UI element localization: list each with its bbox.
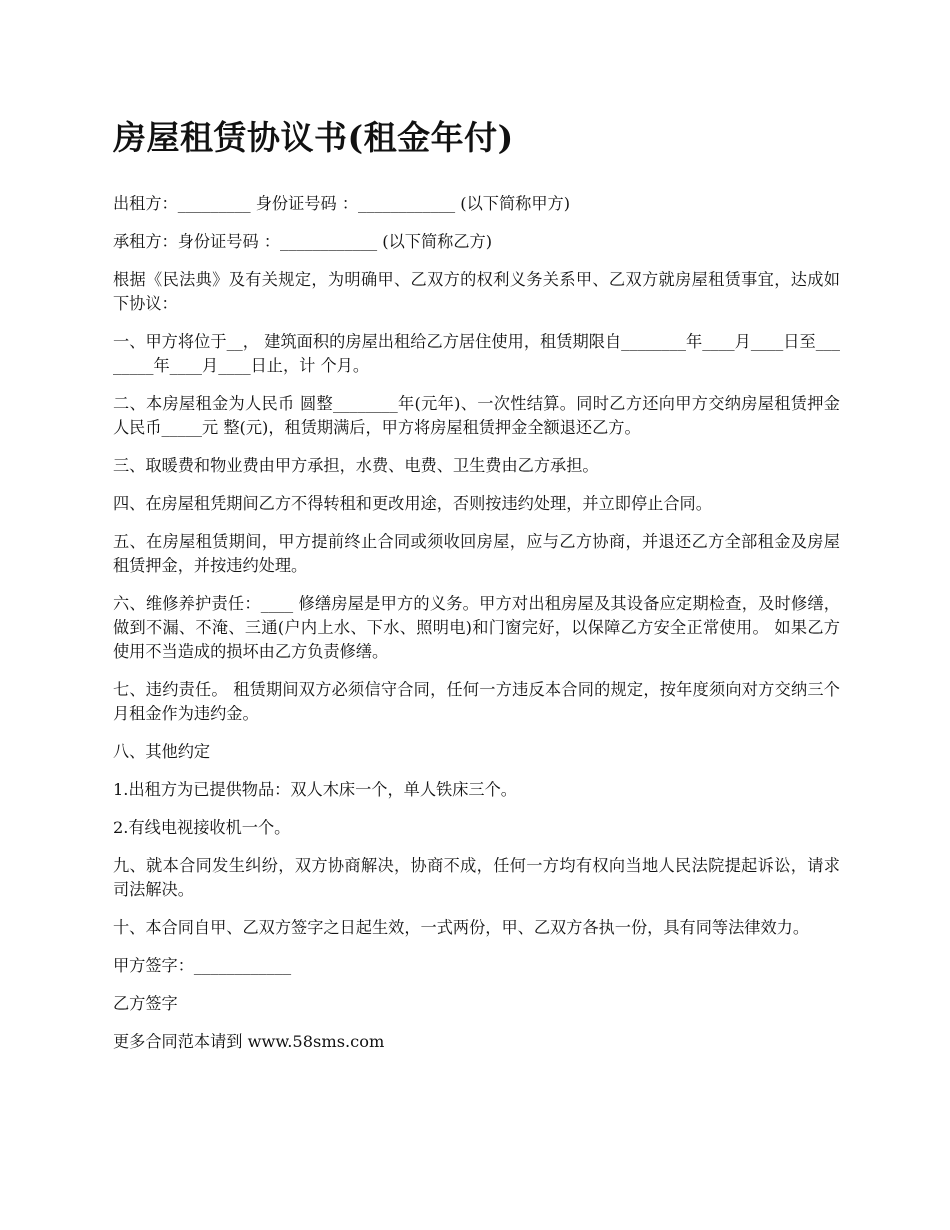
- clause-1: 一、甲方将位于__， 建筑面积的房屋出租给乙方居住使用，租赁期限自________年____月____日至________年____月____日止，计 个月。: [113, 332, 840, 375]
- document-page: [113, 112, 840, 1068]
- clause-5: 五、在房屋租赁期间，甲方提前终止合同或须收回房屋，应与乙方协商，并退还乙方全部租金及房屋租赁押金，并按违约处理。: [113, 532, 840, 575]
- document-title: 房屋租赁协议书(租金年付): [113, 118, 514, 157]
- clause-8-item-2: 2.有线电视接收机一个。: [113, 818, 291, 837]
- lessor-line: 出租方：_________ 身份证号码 ：____________ (以下简称甲方): [113, 194, 571, 213]
- preamble: 根据《民法典》及有关规定，为明确甲、乙双方的权利义务关系甲、乙双方就房屋租赁事宜，达成如下协议：: [113, 270, 840, 313]
- clause-8-item-1: 1.出租方为已提供物品：双人木床一个，单人铁床三个。: [113, 780, 517, 799]
- footer-link-text: 更多合同范本请到 www.58sms.com: [113, 1032, 385, 1051]
- clause-3: 三、取暖费和物业费由甲方承担，水费、电费、卫生费由乙方承担。: [113, 456, 599, 475]
- clause-4: 四、在房屋租凭期间乙方不得转租和更改用途，否则按违约处理，并立即停止合同。: [113, 494, 712, 513]
- lessee-line: 承租方：身份证号码 ：____________ (以下简称乙方): [113, 232, 493, 251]
- party-b-signature: 乙方签字: [113, 994, 178, 1013]
- clause-2: 二、本房屋租金为人民币 圆整________年(元年)、一次性结算。同时乙方还向甲方交纳房屋租赁押金人民币_____元 整(元)，租赁期满后，甲方将房屋租赁押金全额退还乙方。: [113, 394, 840, 437]
- clause-7: 七、违约责任。 租赁期间双方必须信守合同，任何一方违反本合同的规定，按年度须向对方交纳三个月租金作为违约金。: [113, 680, 840, 723]
- clause-6: 六、维修养护责任：____ 修缮房屋是甲方的义务。甲方对出租房屋及其设备应定期检查，及时修缮，做到不漏、不淹、三通(户内上水、下水、照明电)和门窗完好，以保障乙方安全正常使用。 如果乙方使用不当造成的损坏由乙方负责修缮。: [113, 594, 840, 661]
- clause-10: 十、本合同自甲、乙双方签字之日起生效，一式两份，甲、乙双方各执一份，具有同等法律效力。: [113, 918, 810, 937]
- clause-8-heading: 八、其他约定: [113, 742, 211, 761]
- clause-9: 九、就本合同发生纠纷，双方协商解决，协商不成，任何一方均有权向当地人民法院提起诉讼，请求司法解决。: [113, 856, 840, 899]
- party-a-signature: 甲方签字：____________: [113, 956, 292, 975]
